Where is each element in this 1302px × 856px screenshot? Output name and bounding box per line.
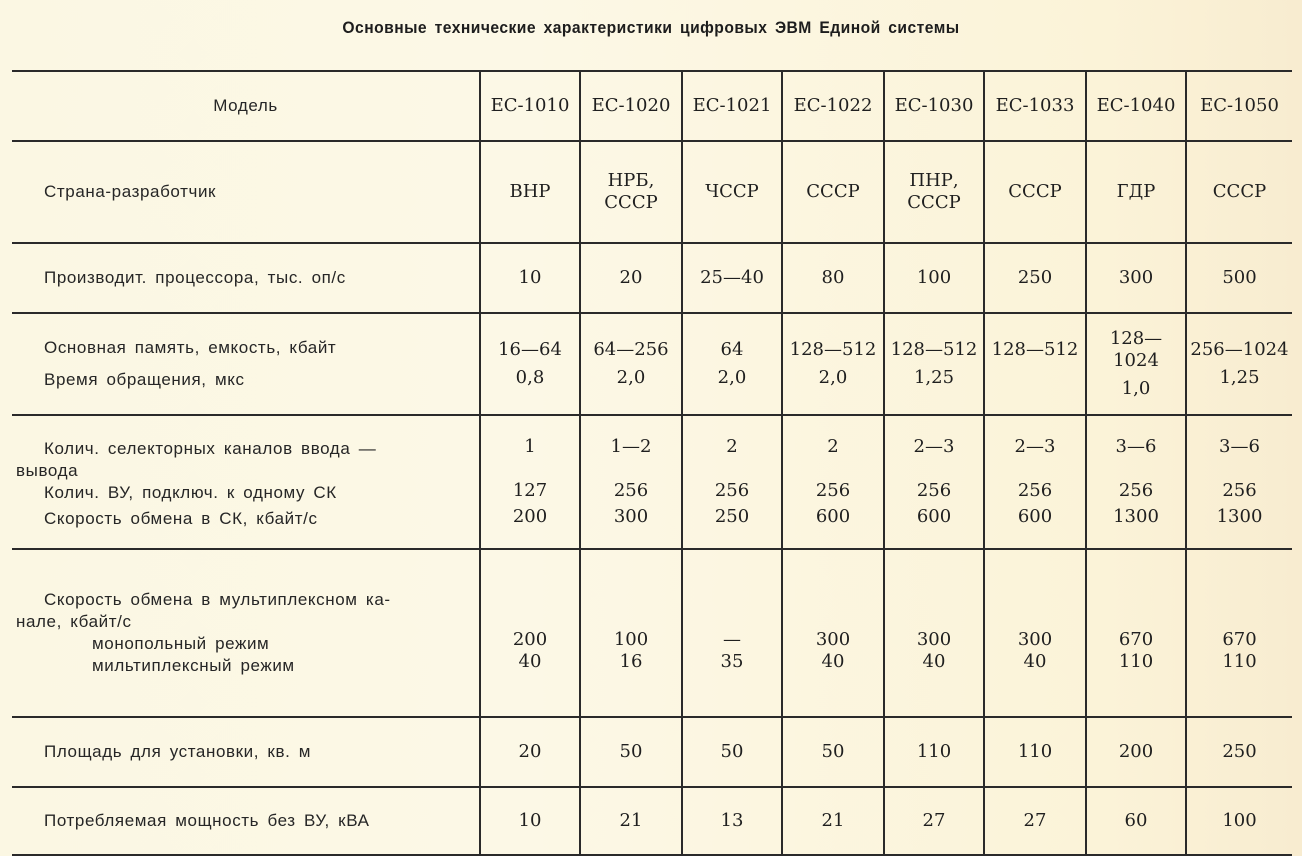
power-cell	[1186, 787, 1292, 855]
memory-value: 64—256	[593, 339, 669, 360]
mux-value: 40	[922, 651, 946, 672]
selector-rate-value: 1300	[1216, 506, 1263, 527]
area-value: 200	[1118, 741, 1154, 762]
label-text: Время обращения, мкс	[44, 370, 245, 389]
performance-cell	[984, 243, 1086, 313]
devices-value: 256	[1017, 480, 1053, 501]
model-name-cell	[580, 71, 682, 141]
memory-value: 64	[720, 339, 744, 360]
area-value: 250	[1222, 741, 1257, 762]
label-text: Колич. селекторных каналов ввода —	[44, 439, 377, 458]
label-text: монопольный режим	[92, 634, 270, 653]
access-time-value: 1,0	[1121, 378, 1151, 399]
channels-cell	[580, 415, 682, 549]
performance-cell	[682, 243, 782, 313]
selector-channels-value: 3—6	[1115, 436, 1157, 457]
memory-value: 128—512	[991, 339, 1079, 360]
access-time-value	[985, 367, 1085, 389]
country-value: ПНР,	[909, 170, 959, 191]
spacer	[1187, 458, 1292, 480]
mono-value: —	[723, 629, 741, 650]
multiplex-cell	[580, 549, 682, 717]
area-cell	[782, 717, 884, 787]
table-row-country	[12, 141, 1292, 243]
power-value: 13	[720, 810, 744, 831]
model-name-cell	[984, 71, 1086, 141]
memory-value: 128—512	[890, 339, 978, 360]
country-cell	[984, 141, 1086, 243]
selector-rate-value: 200	[512, 506, 548, 527]
model-name: ЕС-1050	[1200, 95, 1279, 116]
area-value: 110	[1017, 741, 1053, 762]
performance-value: 20	[619, 267, 643, 288]
performance-value: 500	[1222, 267, 1257, 288]
model-name-cell	[480, 71, 580, 141]
area-cell	[580, 717, 682, 787]
mux-value: 110	[1118, 651, 1154, 672]
row-label-performance	[12, 243, 480, 313]
mono-value: 200	[512, 629, 548, 650]
selector-channels-value: 2	[827, 436, 839, 457]
table-row-channels	[12, 415, 1292, 549]
selector-rate-value: 600	[916, 506, 952, 527]
row-label-memory	[12, 313, 480, 415]
model-name-cell	[682, 71, 782, 141]
country-cell	[580, 141, 682, 243]
devices-value: 256	[1118, 480, 1154, 501]
area-cell	[480, 717, 580, 787]
label-text: Производит. процессора, тыс. оп/с	[44, 268, 346, 287]
row-label-multiplex	[12, 549, 480, 717]
performance-cell	[480, 243, 580, 313]
table-row-power	[12, 787, 1292, 855]
channels-cell	[480, 415, 580, 549]
label-text: Колич. ВУ, подключ. к одному СК	[44, 483, 337, 502]
selector-channels-value: 1	[524, 436, 536, 457]
power-cell	[682, 787, 782, 855]
label-text: Площадь для установки, кв. м	[44, 742, 312, 761]
area-value: 50	[821, 741, 845, 762]
selector-channels-value: 2—3	[1014, 436, 1056, 457]
model-label-text: Модель	[213, 96, 278, 115]
mono-value: 300	[916, 629, 952, 650]
access-time-value: 1,25	[1219, 367, 1260, 388]
power-value: 21	[619, 810, 643, 831]
memory-cell	[580, 313, 682, 415]
mux-value: 35	[720, 651, 744, 672]
performance-cell	[580, 243, 682, 313]
model-name: ЕС-1022	[793, 95, 873, 116]
power-value: 27	[922, 810, 946, 831]
row-label-power	[12, 787, 480, 855]
area-value: 50	[619, 741, 643, 762]
multiplex-cell	[782, 549, 884, 717]
table-title: Основные технические характеристики цифровых ЭВМ Единой системы	[342, 18, 960, 37]
area-cell	[884, 717, 984, 787]
memory-value: 16—64	[498, 339, 562, 360]
mux-value: 40	[1023, 651, 1047, 672]
area-cell	[682, 717, 782, 787]
memory-cell	[984, 313, 1086, 415]
memory-cell	[1086, 313, 1186, 415]
performance-value: 10	[518, 267, 542, 288]
access-time-value: 0,8	[515, 367, 545, 388]
model-header-label	[12, 71, 480, 141]
country-value: ГДР	[1116, 181, 1156, 202]
performance-value: 250	[1017, 267, 1053, 288]
memory-value: 128—1024	[1109, 328, 1163, 371]
table-row-area	[12, 717, 1292, 787]
power-value: 27	[1023, 810, 1047, 831]
memory-cell	[884, 313, 984, 415]
power-cell	[782, 787, 884, 855]
area-cell	[984, 717, 1086, 787]
area-cell	[1086, 717, 1186, 787]
country-cell	[1086, 141, 1186, 243]
model-name: ЕС-1040	[1096, 95, 1176, 116]
table-row-performance	[12, 243, 1292, 313]
access-time-value: 2,0	[616, 367, 646, 388]
memory-cell	[480, 313, 580, 415]
memory-value: 128—512	[789, 339, 877, 360]
channels-cell	[682, 415, 782, 549]
mono-value: 670	[1222, 629, 1257, 650]
spacer	[885, 458, 983, 480]
mono-value: 670	[1118, 629, 1154, 650]
model-name-cell	[884, 71, 984, 141]
selector-channels-value: 2	[726, 436, 738, 457]
mono-value: 300	[1017, 629, 1053, 650]
power-cell	[580, 787, 682, 855]
spacer	[44, 359, 479, 369]
country-value: ВНР	[509, 181, 551, 202]
access-time-value: 2,0	[717, 367, 747, 388]
model-name: ЕС-1030	[894, 95, 974, 116]
country-value: СССР	[907, 192, 961, 213]
mux-value: 16	[619, 651, 643, 672]
selector-rate-value: 300	[613, 506, 649, 527]
performance-value: 80	[821, 267, 845, 288]
devices-value: 256	[815, 480, 851, 501]
spacer	[581, 458, 681, 480]
multiplex-cell	[984, 549, 1086, 717]
performance-value: 100	[916, 267, 952, 288]
area-value: 110	[916, 741, 952, 762]
selector-rate-value: 600	[815, 506, 851, 527]
table-row-multiplex	[12, 549, 1292, 717]
area-cell	[1186, 717, 1292, 787]
spacer	[1087, 458, 1185, 480]
power-value: 100	[1222, 810, 1257, 831]
country-cell	[884, 141, 984, 243]
model-name-cell	[782, 71, 884, 141]
access-time-value: 1,25	[913, 367, 955, 388]
power-value: 10	[518, 810, 542, 831]
mono-value: 100	[613, 629, 649, 650]
spacer	[481, 458, 579, 480]
channels-cell	[1186, 415, 1292, 549]
label-text: Страна-разработчик	[44, 182, 217, 201]
channels-cell	[984, 415, 1086, 549]
performance-cell	[1086, 243, 1186, 313]
country-value: СССР	[1212, 181, 1267, 202]
model-name: ЕС-1020	[591, 95, 671, 116]
label-text: мильтиплексный режим	[92, 656, 295, 675]
spacer	[783, 458, 883, 480]
selector-rate-value: 250	[714, 506, 750, 527]
memory-cell	[682, 313, 782, 415]
label-text: Потребляемая мощность без ВУ, кВА	[44, 811, 370, 830]
model-name-cell	[1086, 71, 1186, 141]
model-name: ЕС-1021	[692, 95, 772, 116]
area-value: 20	[518, 741, 542, 762]
model-name-cell	[1186, 71, 1292, 141]
power-cell	[1086, 787, 1186, 855]
multiplex-cell	[884, 549, 984, 717]
performance-value: 300	[1118, 267, 1154, 288]
access-time-value: 2,0	[818, 367, 848, 388]
country-value: СССР	[1008, 181, 1062, 202]
selector-channels-value: 1—2	[610, 436, 652, 457]
header-row	[12, 71, 1292, 141]
label-text: Скорость обмена в СК, кбайт/с	[44, 509, 318, 528]
label-text: нале, кбайт/с	[16, 612, 132, 631]
devices-value: 256	[714, 480, 750, 501]
country-value: НРБ,	[607, 170, 655, 191]
memory-cell	[782, 313, 884, 415]
multiplex-cell	[682, 549, 782, 717]
country-value: СССР	[604, 192, 658, 213]
area-value: 50	[720, 741, 744, 762]
power-cell	[480, 787, 580, 855]
power-value: 21	[821, 810, 845, 831]
spacer	[985, 458, 1085, 480]
spacer	[683, 458, 781, 480]
mux-value: 40	[518, 651, 542, 672]
country-value: СССР	[806, 181, 860, 202]
memory-cell	[1186, 313, 1292, 415]
channels-cell	[884, 415, 984, 549]
channels-cell	[782, 415, 884, 549]
power-cell	[884, 787, 984, 855]
label-text: Основная память, емкость, кбайт	[44, 338, 337, 357]
table-row-memory	[12, 313, 1292, 415]
mono-value: 300	[815, 629, 851, 650]
specs-table	[12, 70, 1292, 856]
country-cell	[682, 141, 782, 243]
selector-channels-value: 3—6	[1219, 436, 1260, 457]
mux-value: 110	[1222, 651, 1257, 672]
country-cell	[480, 141, 580, 243]
devices-value: 256	[1222, 480, 1257, 501]
label-text: Скорость обмена в мультиплексном ка-	[44, 590, 391, 609]
model-name: ЕС-1010	[490, 95, 570, 116]
selector-channels-value: 2—3	[913, 436, 955, 457]
devices-value: 127	[512, 480, 548, 501]
performance-value: 25—40	[700, 267, 764, 288]
power-cell	[984, 787, 1086, 855]
label-text: вывода	[16, 461, 79, 480]
mux-value: 40	[821, 651, 845, 672]
row-label-area	[12, 717, 480, 787]
performance-cell	[1186, 243, 1292, 313]
devices-value: 256	[613, 480, 649, 501]
multiplex-cell	[480, 549, 580, 717]
model-name: ЕС-1033	[995, 95, 1075, 116]
multiplex-cell	[1086, 549, 1186, 717]
multiplex-cell	[1186, 549, 1292, 717]
country-cell	[782, 141, 884, 243]
country-value: ЧССР	[705, 181, 759, 202]
row-label-channels	[12, 415, 480, 549]
memory-value: 256—1024	[1190, 339, 1289, 360]
devices-value: 256	[916, 480, 952, 501]
row-label-country	[12, 141, 480, 243]
selector-rate-value: 600	[1017, 506, 1053, 527]
performance-cell	[884, 243, 984, 313]
selector-rate-value: 1300	[1113, 506, 1159, 527]
performance-cell	[782, 243, 884, 313]
power-value: 60	[1124, 810, 1148, 831]
channels-cell	[1086, 415, 1186, 549]
country-cell	[1186, 141, 1292, 243]
